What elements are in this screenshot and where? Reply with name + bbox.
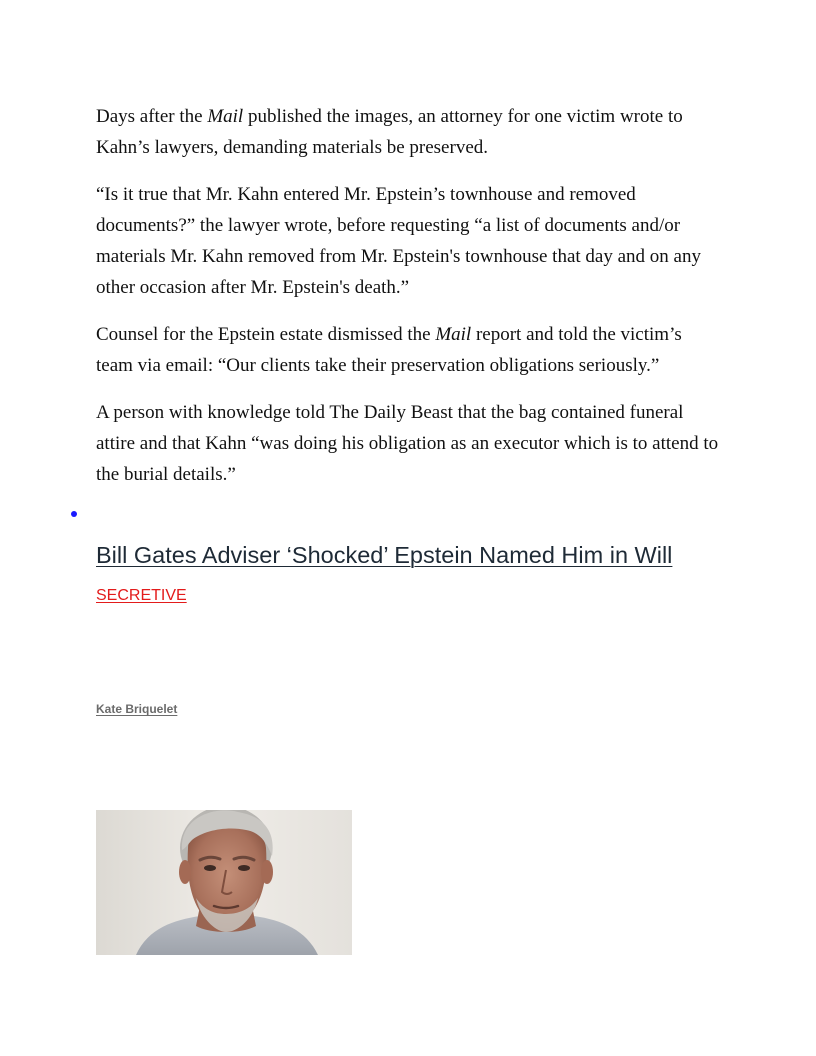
article-paragraph-2: “Is it true that Mr. Kahn entered Mr. Epstein’s townhouse and removed documents?” the lawyer wrote, before requesting “a list of documents and/or materials Mr. Kahn removed from Mr. Epstein's townhouse that day and on any other occasion after Mr. Epstein's death.” [96, 184, 701, 298]
article-paragraph-4: A person with knowledge told The Daily Beast that the bag contained funeral attire and that Kahn “was doing his obligation as an executor which is to attend to the burial details.” [96, 402, 719, 485]
paragraph-text: Counsel for the Epstein estate dismissed the [96, 324, 436, 345]
publication-name: Mail [207, 106, 244, 127]
publication-name: Mail [435, 324, 472, 345]
paragraph-text: Days after the [96, 106, 208, 127]
paragraph-text: report and told the victim’s team via email: “Our clients take their preservation obligations seriously.” [96, 324, 682, 376]
list-bullet-icon [71, 511, 77, 517]
author-link[interactable]: Kate Briquelet [96, 702, 178, 716]
related-article-tag-link[interactable]: SECRETIVE [96, 587, 187, 604]
article-paragraph-1 [96, 101, 721, 163]
portrait-photo-icon [96, 810, 352, 955]
related-article-headline-link[interactable]: Bill Gates Adviser ‘Shocked’ Epstein Named Him in Will [96, 542, 673, 568]
related-article-thumbnail[interactable] [96, 810, 352, 955]
paragraph-text: published the images, an attorney for one victim wrote to Kahn’s lawyers, demanding materials be preserved. [96, 106, 683, 158]
article-paragraph-3 [96, 319, 721, 381]
